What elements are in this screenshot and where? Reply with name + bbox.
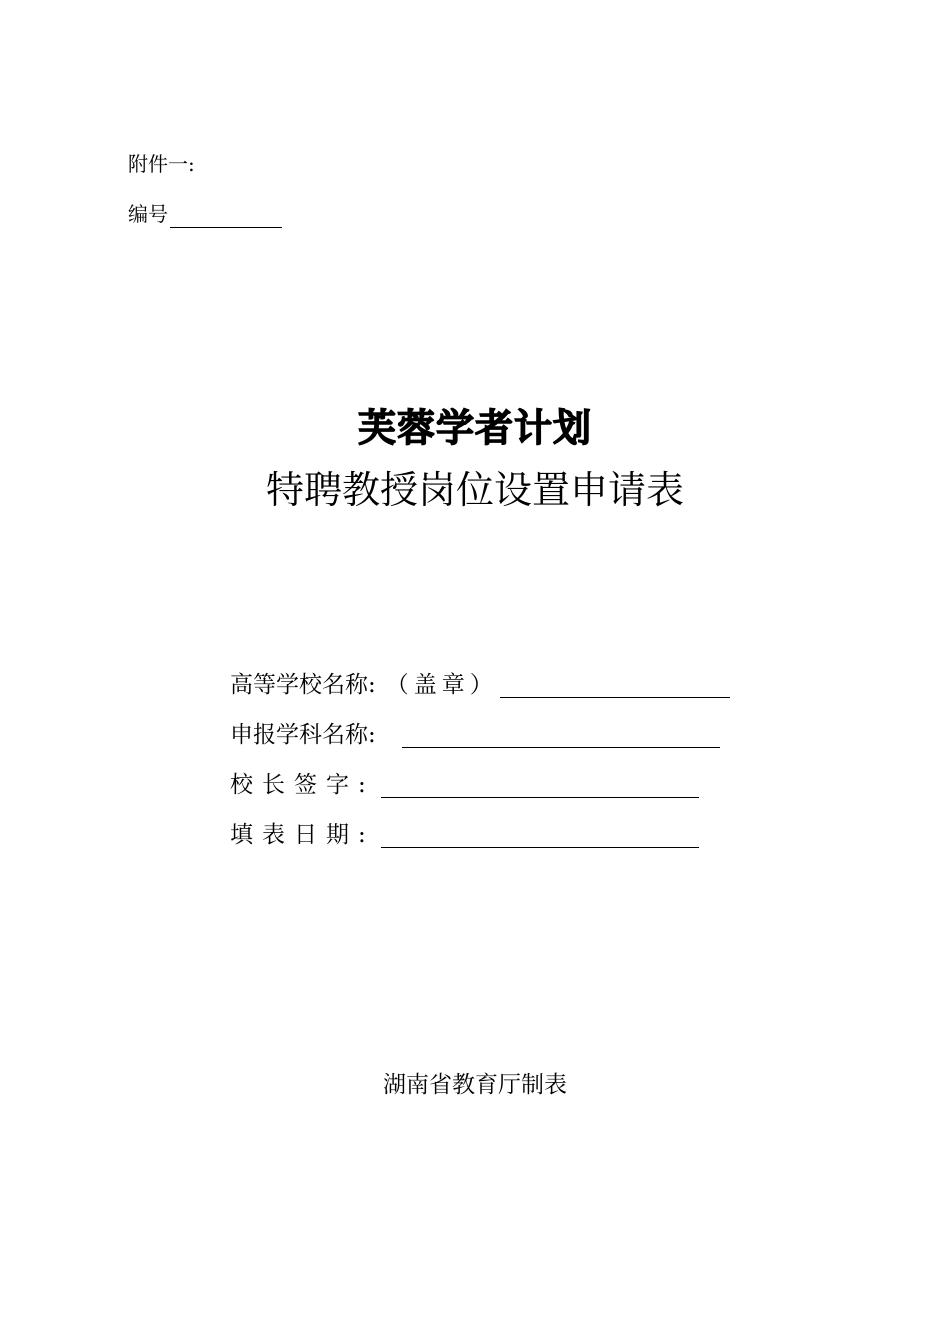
serial-number-label: 编号 — [128, 202, 168, 226]
discipline-name-field[interactable] — [402, 723, 720, 748]
serial-number-row — [128, 200, 282, 228]
fill-date-row — [230, 818, 699, 852]
discipline-name-label: 申报学科名称: — [230, 722, 376, 748]
president-signature-row — [230, 768, 699, 802]
discipline-name-row — [230, 718, 720, 752]
fill-date-field[interactable] — [381, 823, 699, 848]
serial-number-field[interactable] — [170, 205, 282, 228]
fill-date-label: 填表日期: — [230, 822, 375, 848]
president-signature-label: 校长签字: — [230, 772, 375, 798]
school-name-row — [230, 668, 730, 702]
attachment-label: 附件一: — [128, 152, 195, 176]
school-name-label: 高等学校名称: — [230, 672, 376, 698]
seal-note: （盖章） — [385, 672, 498, 698]
form-title: 特聘教授岗位设置申请表 — [265, 468, 684, 512]
president-signature-field[interactable] — [381, 773, 699, 798]
school-name-field[interactable] — [500, 673, 730, 698]
issuer-text: 湖南省教育厅制表 — [383, 1072, 567, 1098]
program-title: 芙蓉学者计划 — [357, 406, 592, 450]
